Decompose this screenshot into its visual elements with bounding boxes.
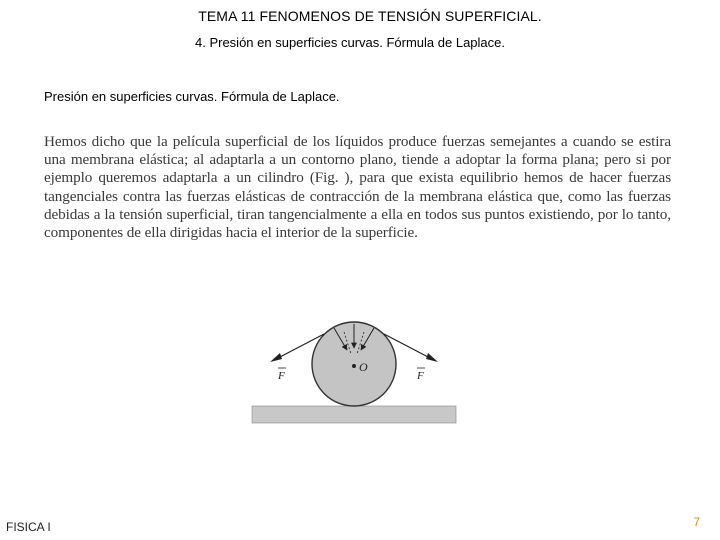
center-point <box>352 364 356 368</box>
force-arrow-left <box>270 353 282 362</box>
ground-surface <box>252 406 456 423</box>
force-label-right: F <box>417 370 424 382</box>
course-label: FISICA I <box>6 520 51 534</box>
force-label-left: F <box>278 370 285 382</box>
document-subtitle: 4. Presión en superficies curvas. Fórmula de Laplace. <box>195 35 505 50</box>
section-heading: Presión en superficies curvas. Fórmula de Laplace. <box>44 89 340 104</box>
body-paragraph: Hemos dicho que la película superficial de los líquidos produce fuerzas semejantes a cuando se estira una membrana elástica; al adaptarla a un contorno plano, tiende a adoptar la forma plana; pero si por ejemplo queremos adaptarla a un cilindro (Fig. ), para que exista equilibrio hemos de hacer fuerzas tangenciales contra las fuerzas elásticas de contracción de la membrana elástica que, como las fuerzas debidas a la tensión superficial, tiran tangencialmente a ella en todos sus puntos existiendo, por lo tanto, componentes de ella dirigidas hacia el interior de la superficie. <box>44 133 671 242</box>
force-arrow-right <box>426 353 438 362</box>
document-title: TEMA 11 FENOMENOS DE TENSIÓN SUPERFICIAL. <box>198 8 542 24</box>
center-label: O <box>359 360 368 374</box>
page-number: 7 <box>693 515 700 529</box>
cylinder-tension-diagram <box>248 318 462 428</box>
